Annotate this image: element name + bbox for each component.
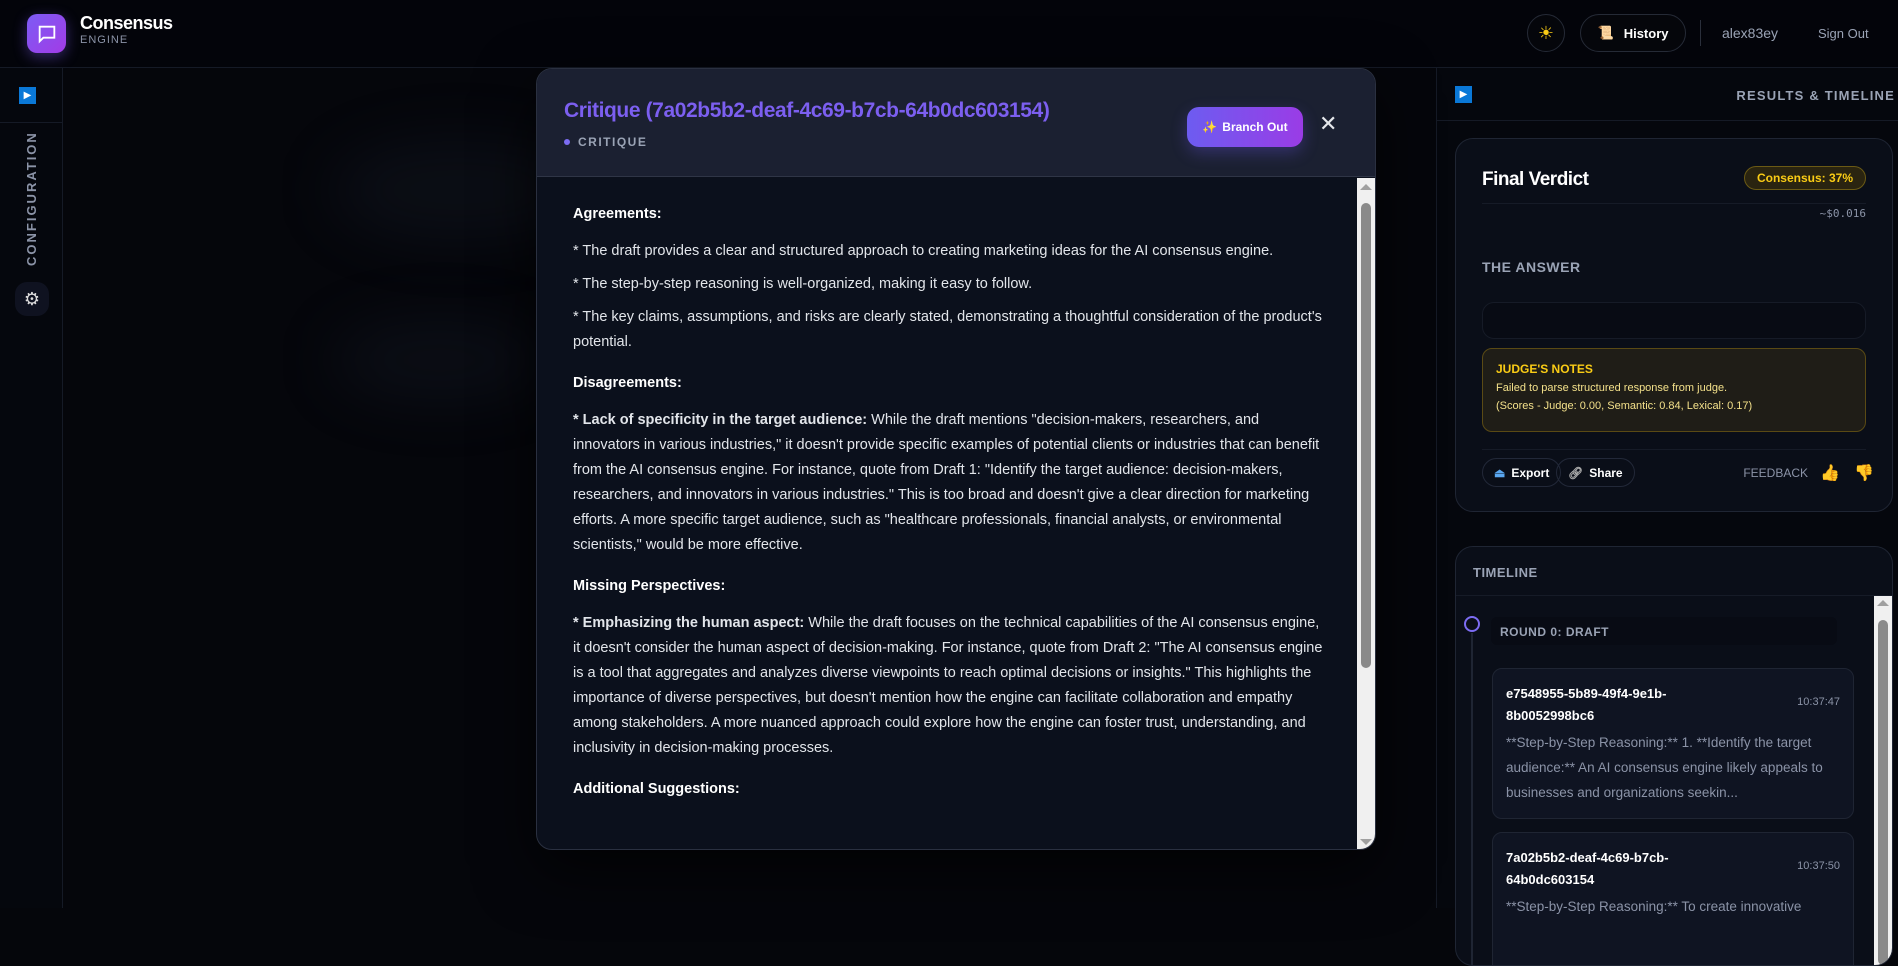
entry-time: 10:37:50 [1797, 860, 1840, 872]
disagreements-section [573, 371, 1323, 558]
share-button[interactable] [1556, 458, 1635, 487]
sign-out-link[interactable]: Sign Out [1818, 26, 1869, 41]
collapse-panel-play-icon[interactable]: ▶ [1455, 86, 1472, 103]
agreements-section [573, 202, 1323, 355]
blurred-background [330, 320, 550, 400]
close-icon[interactable]: ✕ [1319, 111, 1338, 136]
notes-line: (Scores - Judge: 0.00, Semantic: 0.84, Lexical: 0.17) [1496, 400, 1753, 412]
timeline-entry[interactable] [1492, 832, 1854, 966]
brand-name: Consensus [80, 13, 173, 33]
share-label: Share [1589, 465, 1623, 480]
timeline-line [1471, 633, 1473, 965]
username: alex83ey [1722, 25, 1779, 41]
entry-id: e7548955-5b89-49f4-9e1b-8b0052998bc6 [1506, 686, 1667, 723]
modal-title: Critique (7a02b5b2-deaf-4c69-b7cb-64b0dc603154) [564, 99, 1050, 122]
brand-subtitle: ENGINE [80, 34, 129, 46]
history-label: History [1623, 25, 1669, 41]
scroll-up-arrow-icon[interactable] [1877, 600, 1889, 606]
consensus-badge: Consensus: 37% [1744, 166, 1866, 190]
divider [1456, 595, 1892, 596]
branch-label: Branch Out [1222, 120, 1288, 134]
branch-out-button[interactable] [1187, 107, 1303, 147]
timeline-node-icon [1464, 616, 1480, 632]
list-item: * The draft provides a clear and structured approach to creating marketing ideas for the AI consensus engine. [573, 243, 1274, 259]
thumbs-down-icon[interactable]: 👎 [1854, 465, 1874, 482]
theme-toggle-sun-icon[interactable]: ☀ [1527, 14, 1565, 52]
history-button[interactable] [1580, 14, 1686, 52]
divider [1482, 449, 1866, 450]
scrollbar-thumb[interactable] [1878, 620, 1888, 965]
scroll-down-arrow-icon[interactable] [1360, 839, 1372, 845]
feedback-label: FEEDBACK [1743, 466, 1808, 480]
timeline-entry[interactable] [1492, 668, 1854, 819]
top-bar [0, 0, 1898, 68]
section-heading: Missing Perspectives: [573, 578, 726, 594]
entry-id: 7a02b5b2-deaf-4c69-b7cb-64b0dc603154 [1506, 850, 1669, 887]
item-title: * Emphasizing the human aspect: [573, 615, 805, 631]
section-heading: Additional Suggestions: [573, 781, 740, 797]
list-item [573, 611, 1323, 761]
entry-preview: **Step-by-Step Reasoning:** To create innovative [1506, 899, 1802, 914]
list-item: * The key claims, assumptions, and risks are clearly stated, demonstrating a thoughtful consideration of the product's potential. [573, 309, 1322, 350]
download-icon: ⏏ [1494, 465, 1506, 480]
export-label: Export [1511, 465, 1550, 480]
divider [1700, 20, 1701, 46]
scrollbar-thumb[interactable] [1361, 203, 1371, 668]
section-heading: Agreements: [573, 206, 662, 222]
expand-sidebar-play-icon[interactable]: ▶ [19, 87, 36, 104]
item-text: While the draft mentions "decision-makers, researchers, and innovators in various industries," it doesn't provide specific examples of potential clients or industries that can benefit from the AI consensus engine. For instance, quote from Draft 1: "Identify the target audience: decision-makers, researchers, and innovators in various industries." This is too broad and doesn't give a clear direction for marketing efforts. A more specific target audience, such as "healthcare professionals, financial analysts, or environmental scientists," would be more effective. [573, 412, 1320, 553]
sparkles-icon: ✨ [1202, 120, 1218, 134]
critique-modal [536, 68, 1376, 850]
entry-preview: **Step-by-Step Reasoning:** 1. **Identify the target audience:** An AI consensus engine likely appeals to businesses and organizations seekin... [1506, 735, 1823, 800]
results-header [1437, 68, 1898, 121]
scroll-icon: 📜 [1597, 25, 1614, 40]
item-text: While the draft focuses on the technical capabilities of the AI consensus engine, it doesn't consider the human aspect of decision-making. For instance, quote from Draft 2: "The AI consensus engine is a tool that aggregates and analyzes diverse viewpoints to reach optimal decisions or insights." This highlights the importance of diverse perspectives, but doesn't mention how the engine can facilitate collaboration and empathy among stakeholders. A more nuanced approach could explore how the engine can foster trust, understanding, and inclusivity in decision-making processes. [573, 615, 1323, 756]
config-sidebar [0, 68, 63, 908]
timeline-title: TIMELINE [1473, 565, 1538, 580]
scroll-up-arrow-icon[interactable] [1360, 184, 1372, 190]
logo-chat-icon [27, 14, 66, 53]
dot-icon [564, 139, 570, 145]
answer-label: THE ANSWER [1482, 259, 1581, 275]
list-item: * The step-by-step reasoning is well-organized, making it easy to follow. [573, 276, 1033, 292]
judges-notes [1482, 348, 1866, 432]
round-label: ROUND 0: DRAFT [1491, 617, 1837, 645]
item-title: * Lack of specificity in the target audience: [573, 412, 868, 428]
entry-time: 10:37:47 [1797, 696, 1840, 708]
results-panel [1436, 68, 1898, 914]
section-heading: Disagreements: [573, 375, 682, 391]
modal-header [537, 69, 1376, 177]
notes-line: Failed to parse structured response from judge. [1496, 382, 1728, 394]
settings-gear-icon[interactable]: ⚙ [15, 282, 49, 316]
tag-label: CRITIQUE [578, 135, 648, 149]
modal-body [537, 178, 1359, 850]
verdict-title: Final Verdict [1482, 169, 1589, 190]
divider [1482, 203, 1866, 204]
brand [80, 13, 173, 46]
export-button[interactable] [1482, 458, 1561, 487]
timeline-card [1455, 546, 1893, 966]
modal-type-tag [564, 135, 647, 149]
cost-value: ~$0.016 [1819, 207, 1866, 220]
configuration-label[interactable]: CONFIGURATION [24, 131, 39, 266]
final-verdict-card [1455, 138, 1893, 512]
timeline-scrollbar[interactable] [1874, 596, 1892, 965]
missing-perspectives-section [573, 574, 1323, 761]
answer-box [1482, 302, 1866, 339]
notes-title: JUDGE'S NOTES [1496, 362, 1593, 376]
thumbs-up-icon[interactable]: 👍 [1820, 465, 1840, 482]
modal-scrollbar[interactable] [1357, 178, 1375, 850]
divider [0, 122, 62, 123]
list-item [573, 408, 1323, 558]
link-icon: 🔗︎ [1568, 465, 1584, 480]
results-title: RESULTS & TIMELINE [1736, 88, 1895, 103]
